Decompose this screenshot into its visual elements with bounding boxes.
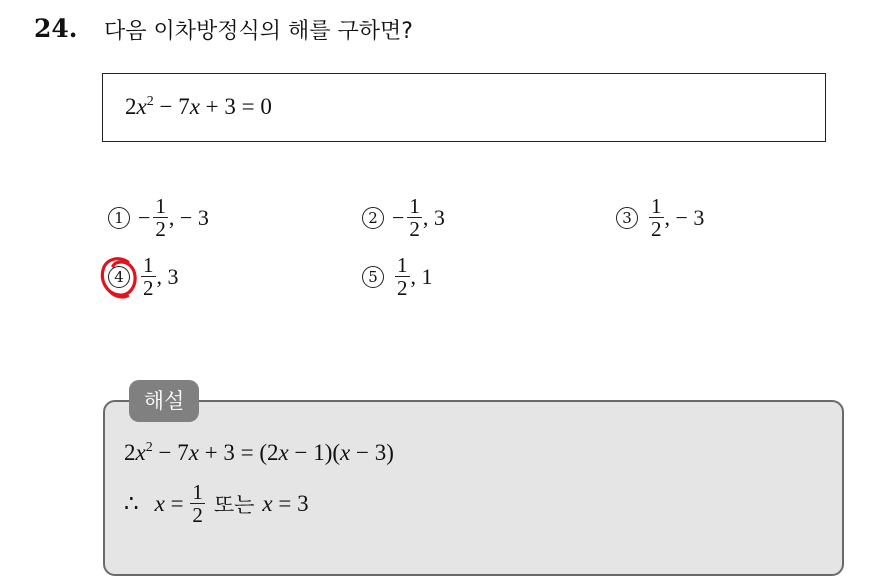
therefore-symbol: ∴ <box>124 491 139 516</box>
choice-sign: − <box>138 205 151 230</box>
explanation-tab: 해설 <box>129 380 199 422</box>
fraction-denominator: 2 <box>155 217 166 241</box>
fraction-denominator: 2 <box>397 276 408 300</box>
eq-exp: 2 <box>146 94 154 109</box>
choice-sign: − <box>392 205 405 230</box>
fraction <box>649 196 664 240</box>
fraction-denominator: 2 <box>192 503 203 527</box>
eq-coef: 2 <box>125 94 137 119</box>
equation <box>125 94 272 120</box>
fraction-denominator: 2 <box>409 217 420 241</box>
or-text: 또는 <box>213 493 255 517</box>
fraction-numerator: 1 <box>192 480 203 504</box>
fraction-numerator: 1 <box>409 194 420 218</box>
exp2-eq: = <box>164 491 190 516</box>
choice-number-4: 4 <box>108 266 130 288</box>
eq-mid: − 7 <box>153 94 190 119</box>
fraction-numerator: 1 <box>651 194 662 218</box>
exp2-var: x <box>154 491 165 516</box>
choice-number-1: 1 <box>108 207 130 229</box>
equation-box <box>102 73 826 142</box>
exp-var2: x <box>188 440 199 465</box>
exp-var: x <box>135 440 146 465</box>
fraction <box>407 196 422 240</box>
eq-var: x <box>136 94 147 119</box>
fraction-denominator: 2 <box>143 276 154 300</box>
fraction-denominator: 2 <box>651 217 662 241</box>
exp-coef: 2 <box>124 440 136 465</box>
exp-var3: x <box>278 440 289 465</box>
choice-4[interactable] <box>108 255 179 299</box>
exp-var4: x <box>340 440 351 465</box>
question-number: 24. <box>34 14 78 43</box>
explanation-line-2 <box>124 482 309 526</box>
choice-tail: , 3 <box>156 264 179 289</box>
choice-2[interactable] <box>362 196 445 240</box>
exp2-tail: = 3 <box>272 491 309 516</box>
choice-tail: , 3 <box>422 205 445 230</box>
choice-5[interactable] <box>362 255 433 299</box>
explanation-line-1 <box>124 440 394 466</box>
fraction <box>395 255 410 299</box>
fraction <box>190 482 205 526</box>
exp-mid: − 7 <box>152 440 189 465</box>
choice-number-2: 2 <box>362 207 384 229</box>
fraction-numerator: 1 <box>143 253 154 277</box>
choice-tail: , − 3 <box>168 205 209 230</box>
eq-var2: x <box>189 94 200 119</box>
exp-rhs-a: + 3 = (2 <box>198 440 279 465</box>
fraction-numerator: 1 <box>397 253 408 277</box>
choice-tail: , 1 <box>410 264 433 289</box>
fraction <box>141 255 156 299</box>
choice-3[interactable] <box>616 196 704 240</box>
exp-exp: 2 <box>145 440 153 455</box>
fraction <box>153 196 168 240</box>
choice-1[interactable] <box>108 196 209 240</box>
eq-tail: + 3 = 0 <box>199 94 272 119</box>
choice-tail: , − 3 <box>664 205 705 230</box>
fraction-numerator: 1 <box>155 194 166 218</box>
choice-number-5: 5 <box>362 266 384 288</box>
exp-rhs-c: − 3) <box>350 440 394 465</box>
exp-rhs-b: − 1)( <box>288 440 341 465</box>
choice-number-3: 3 <box>616 207 638 229</box>
question-text: 다음 이차방정식의 해를 구하면? <box>104 19 413 44</box>
exp2-var2: x <box>262 491 273 516</box>
